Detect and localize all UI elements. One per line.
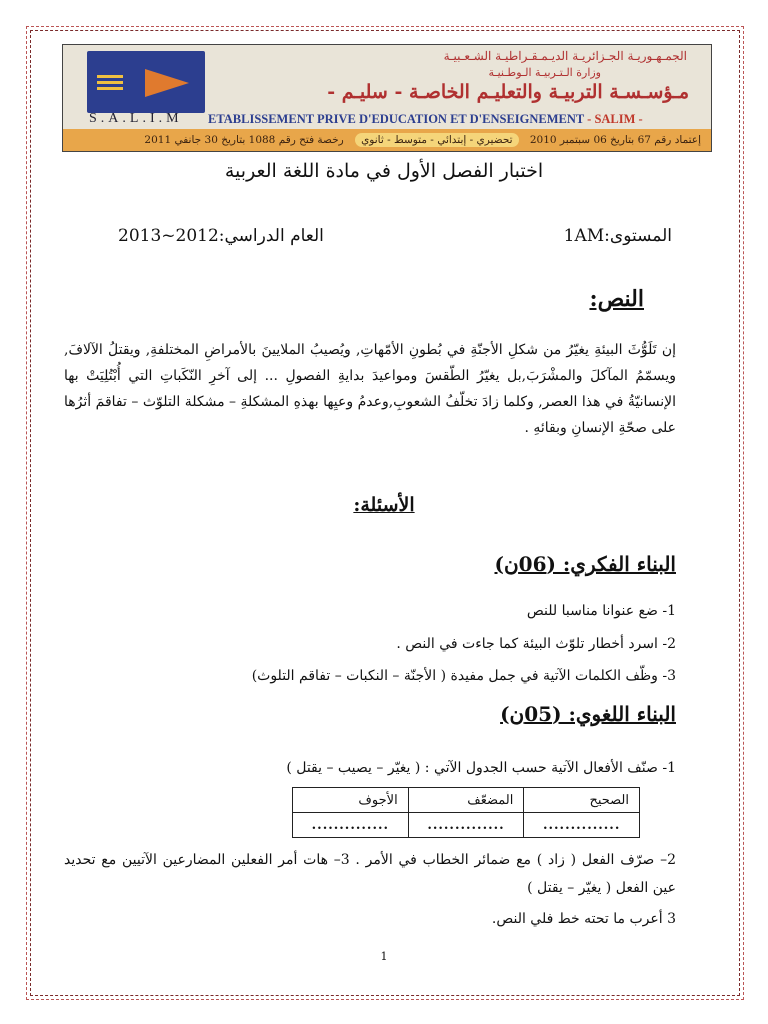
republic-name: الجمـهـوريـة الجـزائريـة الديـمـقـراطيـة الشـعـبيـة [443, 49, 687, 63]
french-name [208, 112, 643, 127]
question-item: 1- ضع عنوانا مناسبا للنص [526, 603, 676, 619]
question-item: 2– صرّف الفعل ( زاد ) مع ضمائر الخطاب في الأمر . 3– هات أمر الفعلين المضارعين الآتيين مع تحديد عين الفعل ( يغيّر – يقتل ) [64, 852, 676, 896]
table-header: المضعّف [408, 788, 524, 813]
question-item: 2- اسرد أخطار تلوّث البيئة كما جاءت في النص . [396, 636, 676, 652]
question-item: 1- صنّف الأفعال الآتية حسب الجدول الآتي : ( يغيّر – يصيب – يقتل ) [286, 760, 676, 776]
question-item: 3 أعرب ما تحته خط فلي النص. [491, 911, 676, 927]
french-name-suffix: - SALIM - [587, 112, 643, 126]
table-blank: .............. [293, 813, 409, 838]
exam-title: اختبار الفصل الأول في مادة اللغة العربية [224, 160, 544, 182]
accreditation-strip [63, 129, 711, 151]
ministry-name: وزارة الـتـربيـة الـوطـنيـة [488, 66, 601, 79]
license-text: رخصة فتح رقم 1088 بتاريخ 30 جانفي 2011 [144, 134, 344, 146]
class-level: المستوى:1AM [563, 226, 672, 246]
french-name-text: ETABLISSEMENT PRIVE D'EDUCATION ET D'ENSEIGNEMENT [208, 112, 585, 126]
reading-passage: إن تَلَوُّثَ البيئةِ يغيّرُ من شكلِ الأجنّةِ في بُطونِ الأمّهاتِ, ويُصيبُ الملايينَ بالأمراضِ المختلفةِ, ويقتلُ الآلافَ, ويسمّمُ المآكلَ والمشْرَبَ,بل يغيّرُ الطّقسَ ومواعيدَ بدايةِ الفصولِ ... إلى آخرِ النّكَباتِ التي أُبْتُلِيَتْ بها الإنسانيّةُ في هذا العصر, وكلما زادَ تخلّفُ الشعوبِ,وعدمُ وعيِها بهذهِ المشكلةِ – مشكلة التلوّث – تفاقمَ أثرُها على صحّةِ الإنسانِ وبقائهِ . [64, 342, 676, 436]
table-blank: .............. [524, 813, 640, 838]
school-header-banner [62, 44, 712, 152]
accreditation-text: إعتماد رقم 67 بتاريخ 06 سبتمبر 2010 [529, 134, 701, 146]
question-item: 3- وظّف الكلمات الآتية في جمل مفيدة ( الأجنّة – النكبات – تفاقم التلوث) [251, 668, 676, 684]
school-year: العام الدراسي:2012~2013 [118, 226, 324, 246]
school-levels: تحضيري - إبتدائي - متوسط - ثانوي [355, 133, 518, 147]
table-blank: .............. [408, 813, 524, 838]
questions-heading: الأسئلة: [353, 494, 415, 516]
grammar-heading: البناء اللغوي: (05ن) [500, 702, 676, 726]
comprehension-heading: البناء الفكري: (06ن) [494, 552, 676, 576]
table-header: الصحيح [524, 788, 640, 813]
institution-name: مـؤسـسـة التربيـة والتعليـم الخاصـة - سليـم - [327, 81, 689, 103]
text-heading: النص: [589, 286, 644, 312]
watermark-stamp: ​ [150, 560, 215, 611]
verb-classification-table [292, 787, 640, 838]
table-header: الأجوف [293, 788, 409, 813]
page-number: 1 [380, 950, 388, 963]
logo-text: S.A.L.I.M [89, 111, 183, 126]
